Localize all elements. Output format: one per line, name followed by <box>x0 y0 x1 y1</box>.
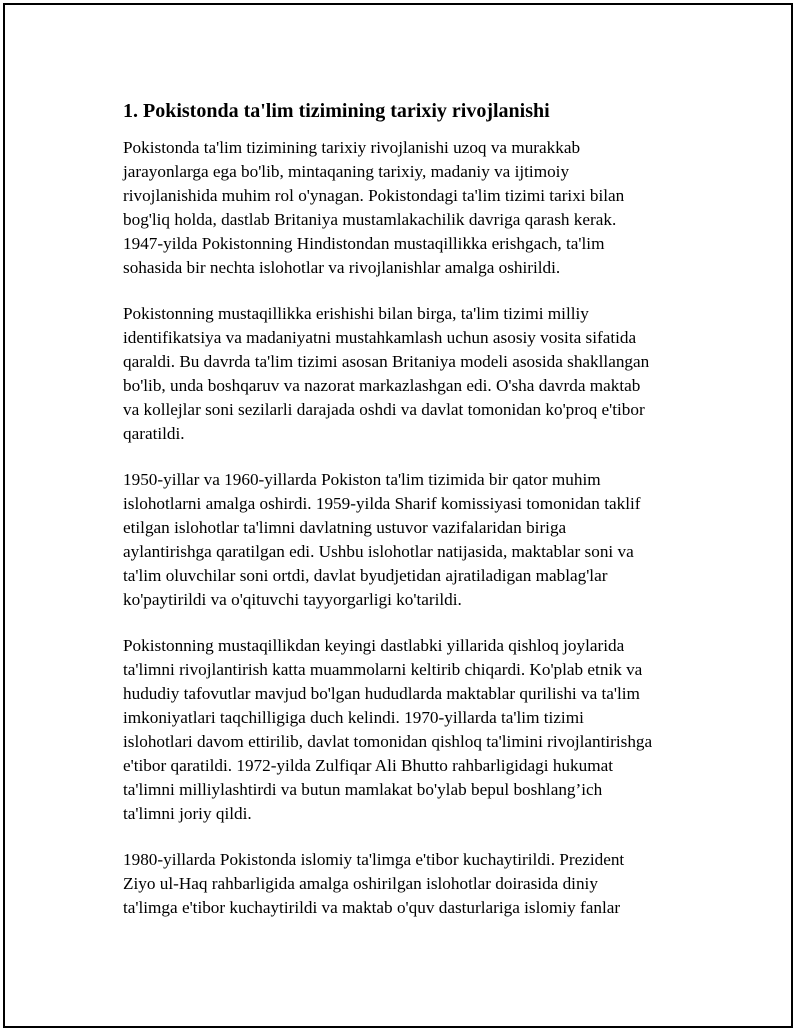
text-line: islohotlari davom ettirilib, davlat tomonidan qishloq ta'limini rivojlantirishga <box>123 732 653 751</box>
text-line: Pokistonning mustaqillikdan keyingi dastlabki yillarida qishloq joylarida <box>123 636 625 655</box>
paragraph <box>123 634 703 826</box>
section-heading: 1. Pokistonda ta'lim tizimining tarixiy rivojlanishi <box>123 100 550 122</box>
text-line: ta'limga e'tibor kuchaytirildi va maktab o'quv dasturlariga islomiy fanlar <box>123 898 621 917</box>
paragraph <box>123 468 703 612</box>
text-line: hududiy tafovutlar mavjud bo'lgan hududlarda maktablar qurilishi va ta'lim <box>123 684 640 703</box>
text-line: etilgan islohotlar ta'limni davlatning ustuvor vazifalaridan biriga <box>123 518 567 537</box>
text-line: bo'lib, unda boshqaruv va nazorat markazlashgan edi. O'sha davrda maktab <box>123 376 641 395</box>
text-line: ta'limni milliylashtirdi va butun mamlakat bo'ylab bepul boshlang’ich <box>123 780 603 799</box>
text-line: sohasida bir nechta islohotlar va rivojlanishlar amalga oshirildi. <box>123 258 561 277</box>
document-body <box>123 98 703 942</box>
text-line: islohotlarni amalga oshirdi. 1959-yilda Sharif komissiyasi tomonidan taklif <box>123 494 641 513</box>
paragraph <box>123 302 703 446</box>
text-line: Pokistonning mustaqillikka erishishi bilan birga, ta'lim tizimi milliy <box>123 304 589 323</box>
text-line: identifikatsiya va madaniyatni mustahkamlash uchun asosiy vosita sifatida <box>123 328 637 347</box>
paragraph-list <box>123 136 703 920</box>
text-line: Ziyo ul-Haq rahbarligida amalga oshirilgan islohotlar doirasida diniy <box>123 874 598 893</box>
text-line: ta'limni rivojlantirish katta muammolarni keltirib chiqardi. Ko'plab etnik va <box>123 660 643 679</box>
page-frame <box>3 3 793 1028</box>
text-line: va kollejlar soni sezilarli darajada oshdi va davlat tomonidan ko'proq e'tibor <box>123 400 645 419</box>
text-line: 1980-yillarda Pokistonda islomiy ta'limga e'tibor kuchaytirildi. Prezident <box>123 850 625 869</box>
text-line: qaraldi. Bu davrda ta'lim tizimi asosan Britaniya modeli asosida shakllangan <box>123 352 650 371</box>
paragraph <box>123 136 703 280</box>
paragraph <box>123 848 703 920</box>
text-line: ta'lim oluvchilar soni ortdi, davlat byudjetidan ajratiladigan mablag'lar <box>123 566 608 585</box>
text-line: bog'liq holda, dastlab Britaniya mustamlakachilik davriga qarash kerak. <box>123 210 617 229</box>
text-line: jarayonlarga ega bo'lib, mintaqaning tarixiy, madaniy va ijtimoiy <box>123 162 570 181</box>
text-line: qaratildi. <box>123 424 185 443</box>
text-line: e'tibor qaratildi. 1972-yilda Zulfiqar Ali Bhutto rahbarligidagi hukumat <box>123 756 613 775</box>
text-line: ko'paytirildi va o'qituvchi tayyorgarligi ko'tarildi. <box>123 590 462 609</box>
text-line: Pokistonda ta'lim tizimining tarixiy rivojlanishi uzoq va murakkab <box>123 138 581 157</box>
text-line: rivojlanishida muhim rol o'ynagan. Pokistondagi ta'lim tizimi tarixi bilan <box>123 186 625 205</box>
text-line: 1950-yillar va 1960-yillarda Pokiston ta'lim tizimida bir qator muhim <box>123 470 601 489</box>
text-line: imkoniyatlari taqchilligiga duch kelindi. 1970-yillarda ta'lim tizimi <box>123 708 584 727</box>
text-line: ta'limni joriy qildi. <box>123 804 252 823</box>
text-line: aylantirishga qaratilgan edi. Ushbu islohotlar natijasida, maktablar soni va <box>123 542 634 561</box>
text-line: 1947-yilda Pokistonning Hindistondan mustaqillikka erishgach, ta'lim <box>123 234 605 253</box>
